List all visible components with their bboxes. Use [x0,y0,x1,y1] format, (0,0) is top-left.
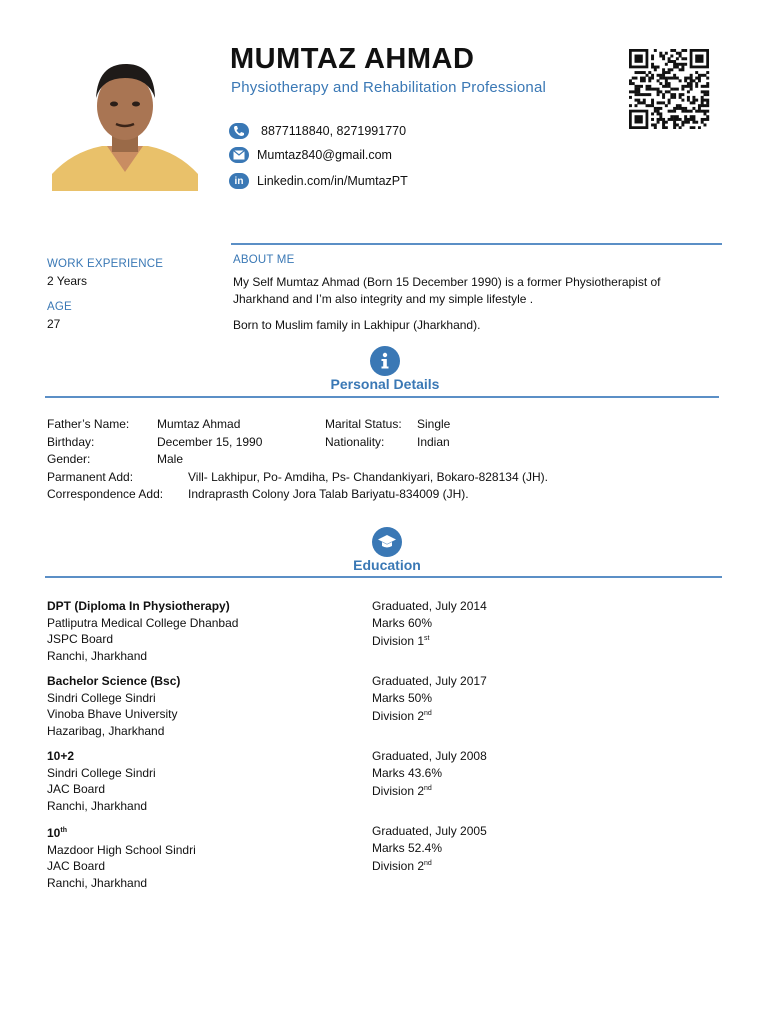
correspondence-address-value: Indraprasth Colony Jora Talab Bariyatu-834009 (JH). [188,487,469,501]
contact-email [229,147,392,163]
about-line-2: Jharkhand and I’m also integrity and my simple lifestyle . [233,292,534,306]
candidate-name: MUMTAZ AHMAD [230,43,475,75]
linkedin-icon: in [229,173,249,189]
linkedin-url[interactable]: Linkedin.com/in/MumtazPT [257,174,408,188]
work-experience-label: WORK EXPERIENCE [47,258,164,270]
qr-code [626,49,712,129]
education-division: Division 2nd [372,709,432,723]
education-division: Division 2nd [372,859,432,873]
contact-phone [229,123,406,139]
education-location: Hazaribag, Jharkhand [47,723,165,738]
permanent-address-label: Parmanent Add: [47,470,134,484]
father-label: Father’s Name: [47,417,130,431]
education-board: JSPC Board [47,632,114,646]
education-board: JAC Board [47,859,106,873]
phone-numbers: 8877118840, 8271991770 [261,124,407,138]
marital-value: Single [417,417,451,431]
education-board: Vinoba Bhave University [47,707,178,721]
education-division: Division 1st [372,634,430,648]
education-title: Education [353,557,421,573]
permanent-address-value: Vill- Lakhipur, Po- Amdiha, Ps- Chandankiyari, Bokaro-828134 (JH). [188,470,548,484]
education-institution: Mazdoor High School Sindri [47,842,196,857]
education-marks: Marks 43.6% [372,765,443,780]
correspondence-address-label: Correspondence Add: [47,487,164,501]
birthday-value: December 15, 1990 [157,435,263,449]
gender-label: Gender: [47,452,91,466]
about-me-label: ABOUT ME [233,254,295,266]
age-label: AGE [47,301,72,313]
graduation-cap-icon [372,527,402,557]
age-value: 27 [47,317,61,331]
work-experience-value: 2 Years [47,274,88,288]
education-entry-1 [47,598,238,664]
personal-details-title: Personal Details [330,376,440,392]
personal-divider [45,396,719,398]
professional-title: Physiotherapy and Rehabilitation Professional [231,79,547,96]
education-degree: Bachelor Science (Bsc) [47,674,181,688]
education-entry-2 [47,673,180,739]
education-institution: Sindri College Sindri [47,765,156,780]
nationality-value: Indian [417,435,450,449]
gender-value: Male [157,452,184,466]
education-location: Ranchi, Jharkhand [47,875,148,890]
education-graduated: Graduated, July 2017 [372,674,487,688]
birthday-label: Birthday: [47,435,95,449]
education-degree: DPT (Diploma In Physiotherapy) [47,599,230,613]
education-institution: Patliputra Medical College Dhanbad [47,615,239,630]
profile-photo [52,54,198,191]
education-degree: 10 [47,826,61,840]
about-line-1: My Self Mumtaz Ahmad (Born 15 December 1990) is a former Physiotherapist of [233,275,661,289]
education-entry-3 [47,748,156,814]
email-icon [229,147,249,163]
education-degree: 10+2 [47,749,75,763]
marital-label: Marital Status: [325,417,402,431]
education-graduated: Graduated, July 2014 [372,599,487,613]
about-divider [231,243,722,245]
info-icon [370,346,400,376]
education-result-4 [372,823,487,875]
education-result-2 [372,673,487,725]
nationality-label: Nationality: [325,435,385,449]
about-line-3: Born to Muslim family in Lakhipur (Jharkhand). [233,318,481,332]
education-marks: Marks 60% [372,615,433,630]
education-marks: Marks 50% [372,690,433,705]
email-address[interactable]: Mumtaz840@gmail.com [257,148,392,162]
education-graduated: Graduated, July 2008 [372,749,487,763]
education-result-3 [372,748,487,800]
father-value: Mumtaz Ahmad [157,417,241,431]
education-result-1 [372,598,487,650]
phone-icon [229,123,249,139]
education-division: Division 2nd [372,784,432,798]
education-graduated: Graduated, July 2005 [372,824,487,838]
education-location: Ranchi, Jharkhand [47,648,148,663]
education-entry-4: 10th Mazdoor High School Sindri JAC Board Ranchi, Jharkhand [47,826,196,890]
education-institution: Sindri College Sindri [47,690,156,705]
education-board: JAC Board [47,782,106,796]
education-marks: Marks 52.4% [372,840,443,855]
contact-linkedin [229,173,408,189]
education-divider [45,576,722,578]
education-location: Ranchi, Jharkhand [47,798,148,813]
